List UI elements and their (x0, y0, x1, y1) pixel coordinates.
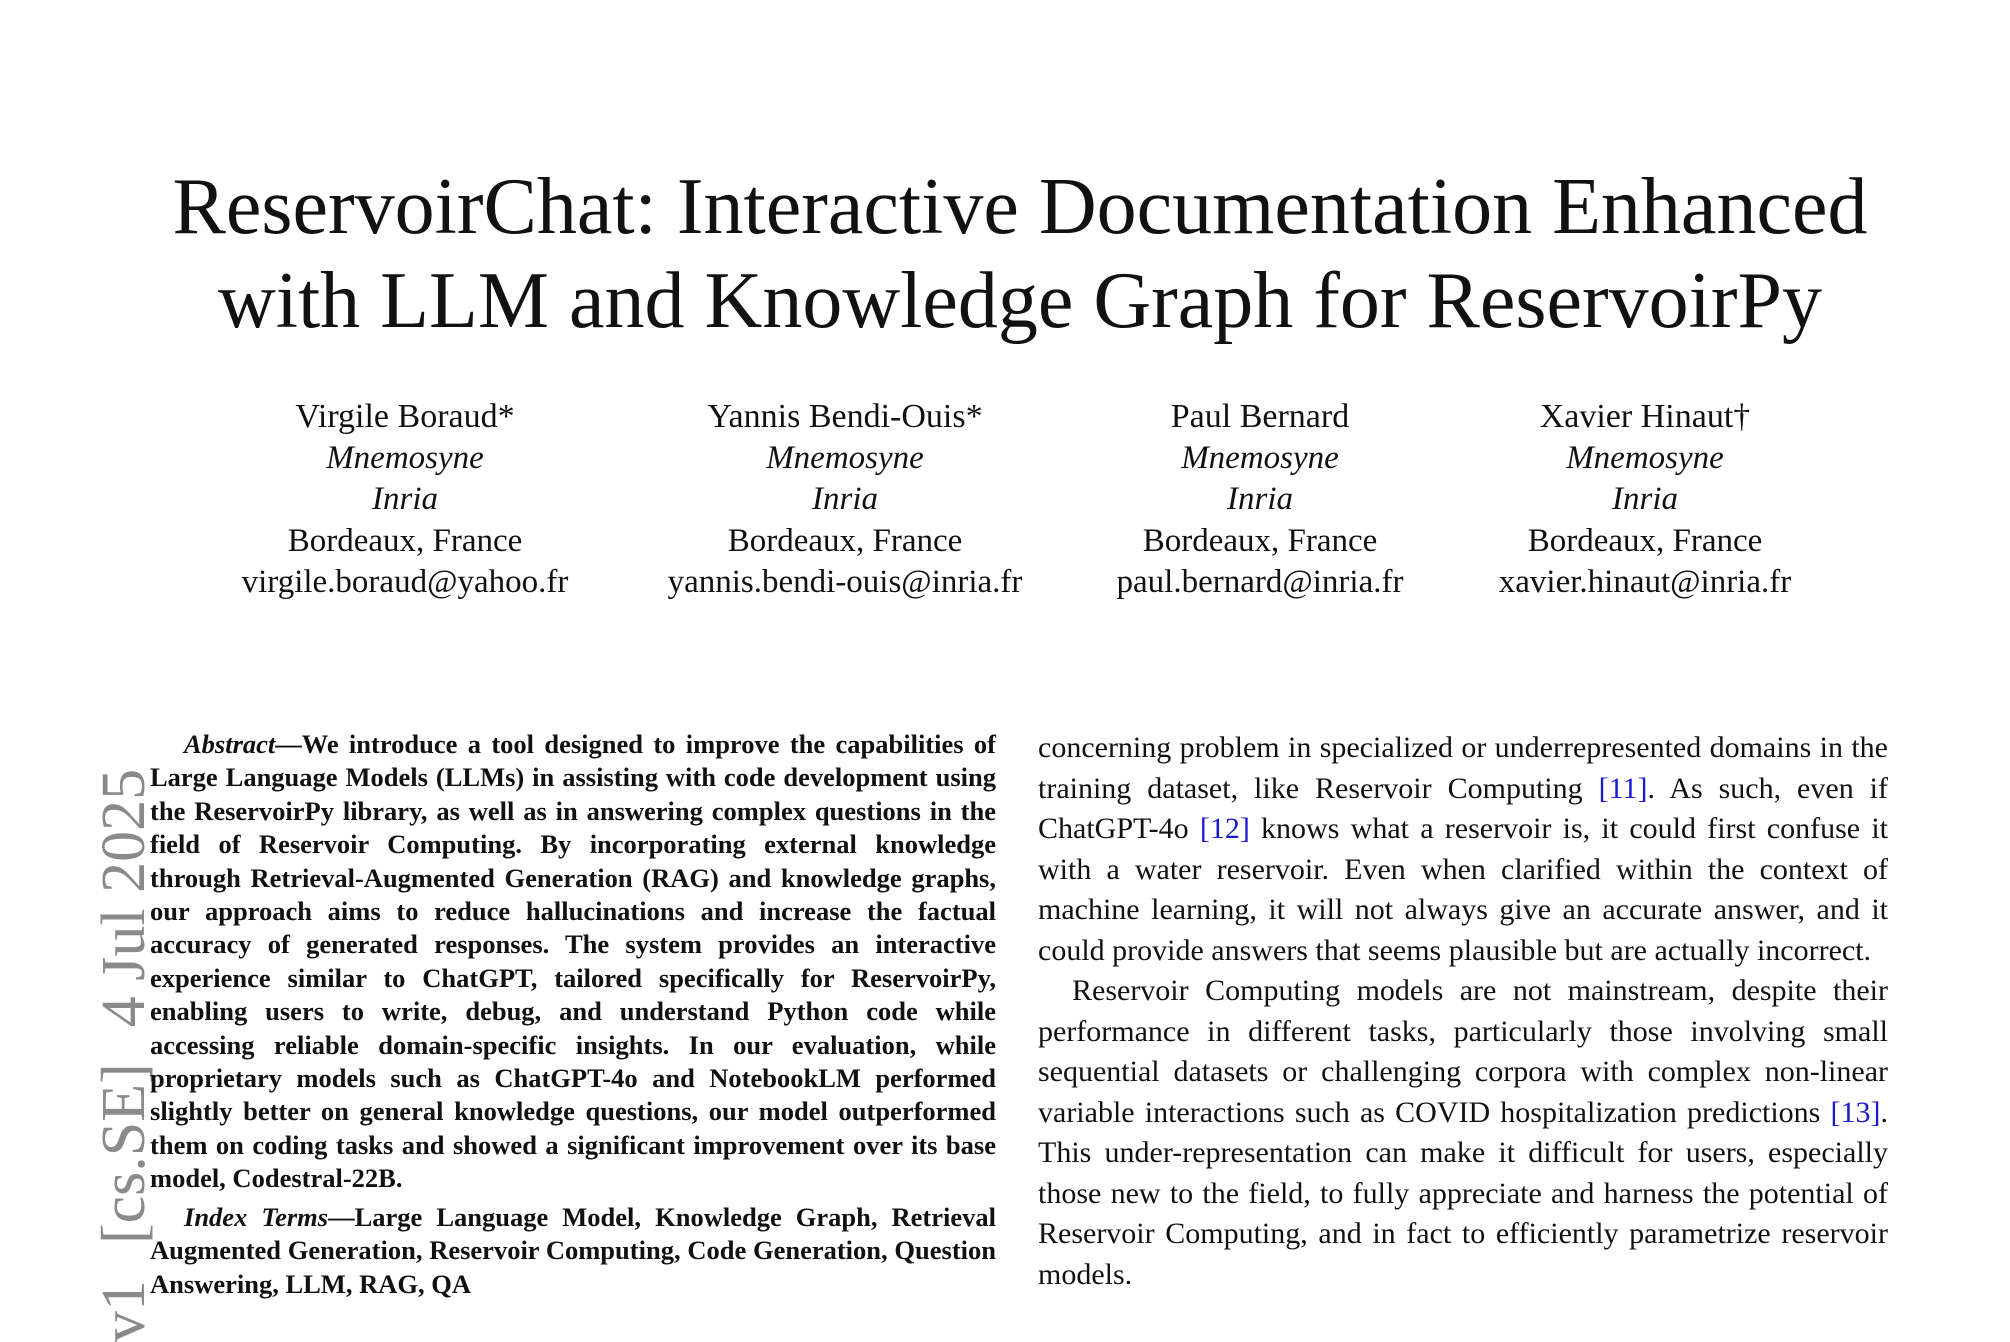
index-terms-text: —Large Language Model, Knowledge Graph, Retrieval Augmented Generation, Reservoir Computing, Code Generation, Question Answering, LLM, RAG, QA (150, 1201, 996, 1299)
arxiv-stamp (90, 733, 158, 1342)
author-institution: Inria (1227, 481, 1293, 517)
citation-link-11[interactable]: [11] (1598, 771, 1648, 805)
body-text: concerning problem in specialized or underrepresented domains in the training dataset, like Reservoir Computing (1038, 731, 1888, 805)
author-email: paul.bernard@inria.fr (1116, 564, 1404, 600)
citation-link-13[interactable]: [13] (1830, 1095, 1881, 1129)
body-column-right (1038, 728, 1888, 1295)
author-lab: Mnemosyne (1566, 439, 1724, 476)
author-block-1 (230, 396, 580, 604)
author-city: Bordeaux, France (287, 522, 523, 559)
index-terms-lead: Index Terms (184, 1201, 329, 1232)
author-block-2 (655, 396, 1035, 604)
body-text: . This under-representation can make it difficult for users, especially those new to the field, to fully appreciate and harness the potential of Reservoir Computing, and in fact to efficiently parametrize reservoir models. (1038, 1095, 1888, 1291)
abstract-lead: Abstract (184, 729, 276, 759)
title-line-1: ReservoirChat: Interactive Documentation Enhanced (172, 163, 1868, 251)
author-block-3 (1095, 396, 1425, 604)
author-name: Yannis Bendi-Ouis* (707, 398, 983, 435)
arxiv-date: 4 Jul 2025 (90, 768, 158, 1028)
arxiv-id-part: v1 (90, 1280, 158, 1342)
body-paragraph-1 (1038, 728, 1888, 971)
author-institution: Inria (1612, 481, 1678, 517)
author-city: Bordeaux, France (1527, 522, 1763, 559)
index-terms-paragraph (150, 1201, 996, 1301)
author-email: virgile.boraud@yahoo.fr (241, 564, 569, 600)
author-institution: Inria (372, 481, 438, 517)
arxiv-category: [cs.SE] (90, 1063, 158, 1244)
author-block-4 (1480, 396, 1810, 604)
author-city: Bordeaux, France (727, 522, 963, 559)
body-text: knows what a reservoir is, it could first confuse it with a water reservoir. Even when clarified within the context of machine learning, it will not always give an accurate answer, and it could provide answers that seems plausible but are actually incorrect. (1038, 812, 1889, 967)
author-name: Paul Bernard (1170, 398, 1350, 435)
body-paragraph-2 (1038, 971, 1888, 1295)
author-name: Xavier Hinaut† (1539, 398, 1751, 435)
abstract-text: —We introduce a tool designed to improve the capabilities of Large Language Models (LLMs) in assisting with code development using the ReservoirPy library, as well as in answering complex questions in the field of Reservoir Computing. By incorporating external knowledge through Retrieval-Augmented Generation (RAG) and knowledge graphs, our approach aims to reduce hallucinations and increase the factual accuracy of generated responses. The system provides an interactive experience similar to ChatGPT, tailored specifically for ReservoirPy, enabling users to write, debug, and understand Python code while accessing reliable domain-specific insights. In our evaluation, while proprietary models such as ChatGPT-4o and NotebookLM performed slightly better on general knowledge questions, our model outperformed them on coding tasks and showed a significant improvement over its base model, Codestral-22B. (150, 729, 996, 1194)
body-text: . As such, even if ChatGPT-4o (1038, 771, 1888, 845)
author-city: Bordeaux, France (1142, 522, 1378, 559)
title-line-2: with LLM and Knowledge Graph for ReservoirPy (217, 257, 1823, 345)
author-lab: Mnemosyne (766, 439, 924, 476)
paper-title (100, 160, 1940, 348)
body-text: Reservoir Computing models are not mainstream, despite their performance in different tasks, particularly those involving small sequential datasets or challenging corpora with complex non-linear variable interactions such as COVID hospitalization predictions (1038, 974, 1888, 1129)
author-lab: Mnemosyne (326, 439, 484, 476)
author-institution: Inria (812, 481, 878, 517)
abstract-column (150, 728, 996, 1301)
author-email: yannis.bendi-ouis@inria.fr (667, 564, 1023, 600)
author-lab: Mnemosyne (1181, 439, 1339, 476)
citation-link-12[interactable]: [12] (1199, 812, 1250, 845)
author-name: Virgile Boraud* (295, 398, 515, 435)
abstract-paragraph (150, 728, 996, 1196)
author-email: xavier.hinaut@inria.fr (1498, 564, 1792, 600)
